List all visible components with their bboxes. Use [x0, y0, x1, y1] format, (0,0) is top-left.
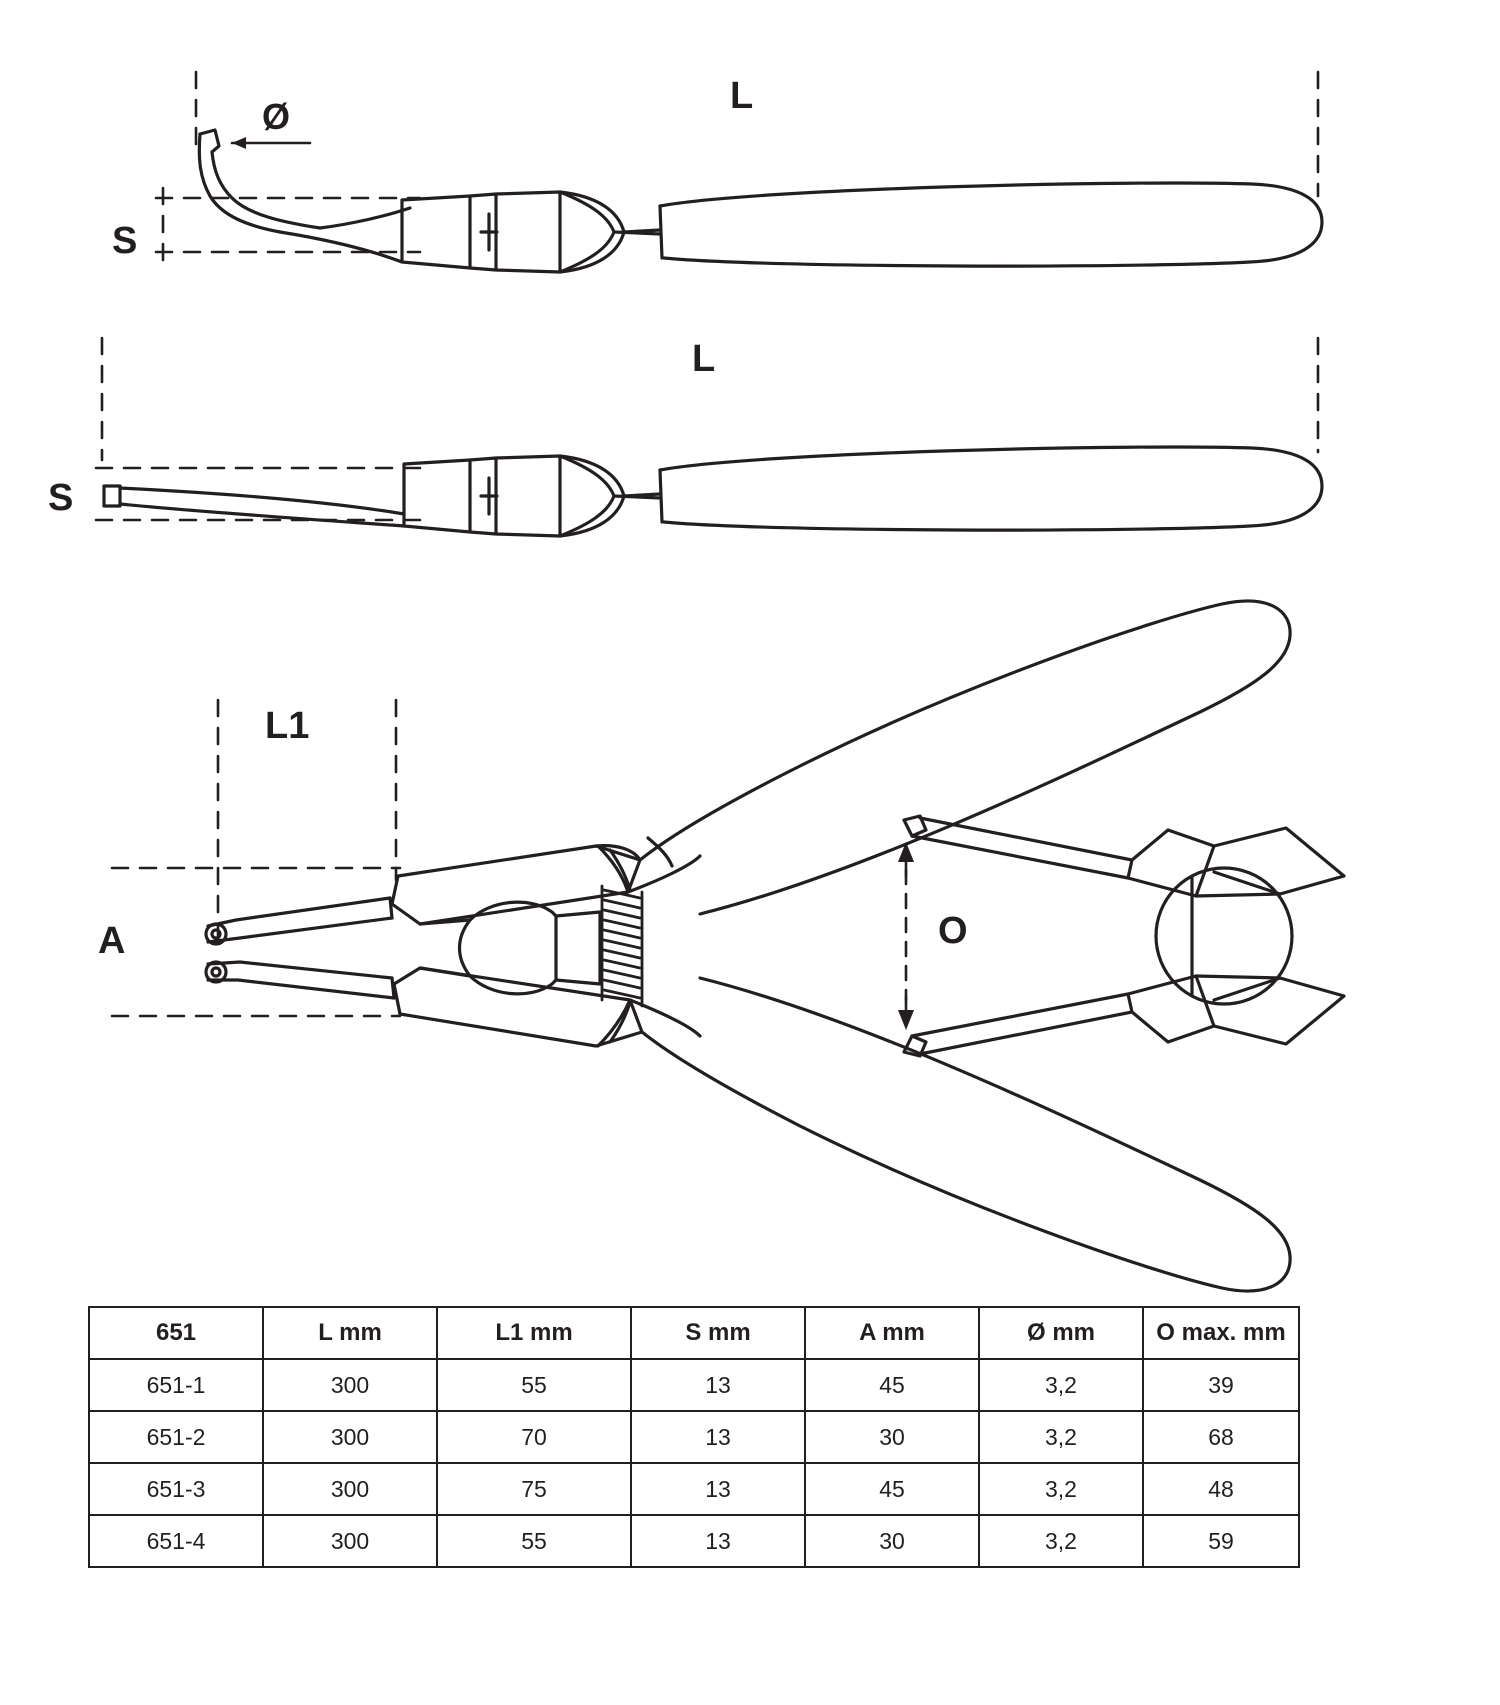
- table-cell: 70: [437, 1411, 631, 1463]
- table-cell: 13: [631, 1463, 805, 1515]
- specification-table: [88, 1306, 1300, 1568]
- table-row: [89, 1411, 1299, 1463]
- dimension-label-L-top: L: [730, 75, 754, 117]
- table-header-cell: L1 mm: [437, 1307, 631, 1359]
- table-cell: 651-1: [89, 1359, 263, 1411]
- table-cell: 75: [437, 1463, 631, 1515]
- table-cell: 59: [1143, 1515, 1299, 1567]
- table-header-cell: 651: [89, 1307, 263, 1359]
- table-header-cell: A mm: [805, 1307, 979, 1359]
- dimension-label-diameter: Ø: [262, 96, 291, 137]
- dimension-label-A: A: [98, 920, 126, 962]
- table-cell: 3,2: [979, 1515, 1143, 1567]
- table-cell: 300: [263, 1463, 437, 1515]
- table-cell: 48: [1143, 1463, 1299, 1515]
- dimension-label-O: O: [938, 910, 968, 952]
- table-cell: 300: [263, 1515, 437, 1567]
- table-header-cell: L mm: [263, 1307, 437, 1359]
- table-cell: 30: [805, 1411, 979, 1463]
- table-cell: 651-3: [89, 1463, 263, 1515]
- dimension-label-S-top: S: [112, 220, 138, 262]
- table-header-cell: Ø mm: [979, 1307, 1143, 1359]
- table-row: [89, 1463, 1299, 1515]
- dimension-label-L1: L1: [265, 705, 310, 747]
- table-cell: 300: [263, 1411, 437, 1463]
- table-row: [89, 1515, 1299, 1567]
- table-cell: 300: [263, 1359, 437, 1411]
- table-header-row: [89, 1307, 1299, 1359]
- dimension-label-S-middle: S: [48, 477, 74, 519]
- table-cell: 13: [631, 1359, 805, 1411]
- table-cell: 55: [437, 1359, 631, 1411]
- table-cell: 651-2: [89, 1411, 263, 1463]
- table-cell: 45: [805, 1359, 979, 1411]
- table-cell: 13: [631, 1515, 805, 1567]
- table-cell: 45: [805, 1463, 979, 1515]
- table-cell: 3,2: [979, 1411, 1143, 1463]
- table-cell: 68: [1143, 1411, 1299, 1463]
- table-cell: 30: [805, 1515, 979, 1567]
- table-header-cell: S mm: [631, 1307, 805, 1359]
- table-cell: 3,2: [979, 1463, 1143, 1515]
- table-cell: 651-4: [89, 1515, 263, 1567]
- table-cell: 3,2: [979, 1359, 1143, 1411]
- table-cell: 39: [1143, 1359, 1299, 1411]
- table-cell: 55: [437, 1515, 631, 1567]
- dimension-label-L-middle: L: [692, 338, 716, 380]
- table-header-cell: O max. mm: [1143, 1307, 1299, 1359]
- table-row: [89, 1359, 1299, 1411]
- table-cell: 13: [631, 1411, 805, 1463]
